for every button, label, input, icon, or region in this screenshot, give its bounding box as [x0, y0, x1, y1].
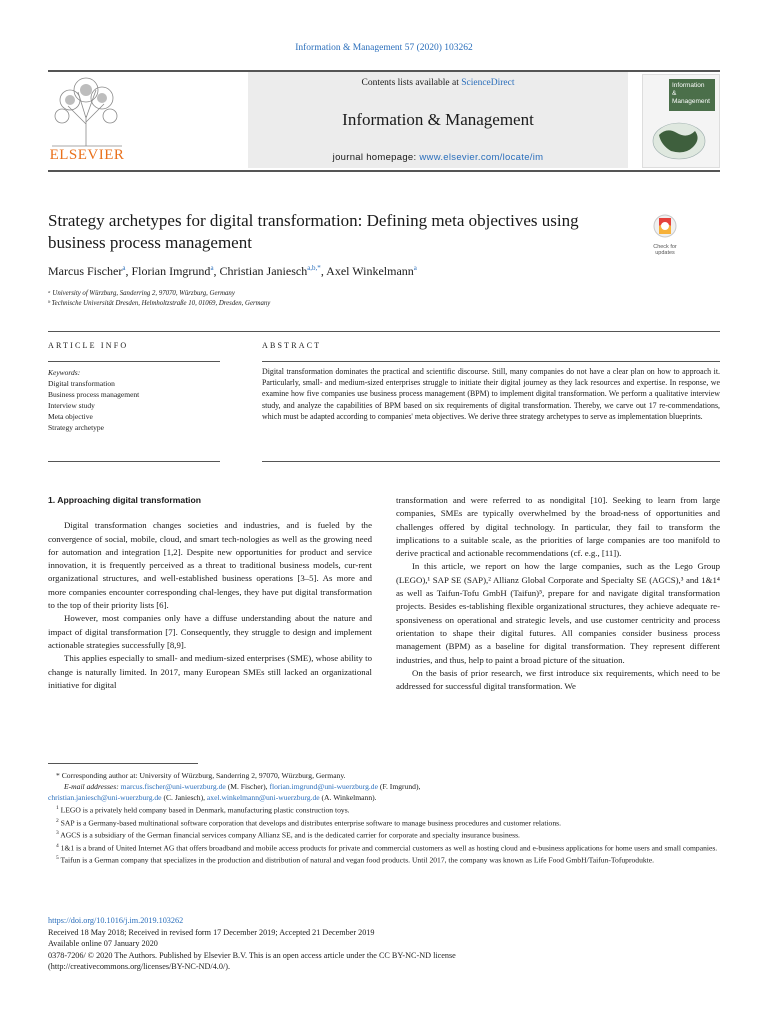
author-name[interactable]: Christian Janiesch — [219, 264, 308, 278]
affiliation: ᵇ Technische Universität Dresden, Helmholtzstraße 10, 01069, Dresden, Germany — [48, 300, 271, 307]
journal-citation[interactable]: Information & Management 57 (2020) 103262 — [295, 43, 473, 53]
cover-title-band — [669, 79, 715, 111]
corresponding-author-note: * Corresponding author at: University of Würzburg, Sanderring 2, 97070, Würzburg, Germany. — [56, 771, 346, 780]
footnote — [48, 841, 720, 854]
article-metadata — [48, 915, 456, 973]
author-affil-mark[interactable]: a,b,* — [307, 264, 321, 272]
homepage-link[interactable]: www.elsevier.com/locate/im — [419, 152, 544, 163]
affiliations — [48, 289, 270, 309]
body-paragraph: Digital transformation changes societies and industries, and is fueled by the convergence of social, mobile, cloud, and smart tech-nologies as well as the growing need for automation and integration [1,2]. Despite new opportunities for product and service innovation, it is frequently perceived as a threat to traditional business models, cur-rent organizational structures, and well-established business operations [3–5]. As more and more companies encounter corresponding chal-lenges, they have put digital transformation to the top of their priority lists [6]. — [48, 520, 372, 611]
elsevier-wordmark: ELSEVIER — [49, 147, 125, 163]
check-for-updates-badge[interactable] — [648, 213, 682, 256]
footnote-divider — [48, 763, 198, 764]
article-info-heading: ARTICLE INFO — [48, 341, 129, 350]
footnotes — [48, 770, 720, 866]
homepage-line — [248, 152, 628, 163]
received-dates: Received 18 May 2018; Received in revised form 17 December 2019; Accepted 21 December 2019 — [48, 927, 375, 937]
author-affil-mark[interactable]: a — [122, 264, 126, 272]
email-label: E-mail addresses: — [64, 782, 119, 791]
footnote-number: 1 — [56, 805, 59, 811]
journal-cover-thumbnail[interactable] — [642, 74, 720, 168]
footnote-text: SAP is a Germany-based multinational software corporation that develops and distributes enterprise software to manage business procedures and customer relations. — [60, 818, 562, 828]
tree-icon — [48, 76, 126, 148]
journal-header — [48, 70, 720, 172]
footnote-text: 1&1 is a brand of United Internet AG that offers broadband and mobile access products for private and commercial customers as well as hosting cloud and e-business applications for home users and small companies. — [60, 843, 718, 853]
divider — [262, 361, 720, 362]
footnote — [48, 816, 720, 829]
keyword: Meta objective — [48, 412, 93, 421]
author-name[interactable]: Florian Imgrund — [131, 264, 211, 278]
email-line — [48, 792, 720, 803]
email-line — [48, 781, 720, 792]
crossmark-line2: updates — [655, 250, 675, 256]
keywords-block — [48, 367, 223, 433]
author-name[interactable]: Marcus Fischer — [48, 264, 123, 278]
email-owner: (C. Janiesch), — [161, 793, 207, 802]
author-affil-mark[interactable]: a — [413, 264, 417, 272]
section-heading: 1. Approaching digital transformation — [48, 495, 201, 505]
footnote — [48, 853, 720, 866]
contents-line — [248, 78, 628, 88]
divider — [48, 361, 220, 362]
contents-prefix: Contents lists available at — [361, 78, 462, 88]
footnote-text: AGCS is a subsidiary of the German financial services company Allianz SE, and is the dedicated carrier for corporate and specialty insurance business. — [60, 830, 520, 840]
footnote-number: 3 — [56, 830, 59, 837]
footnote-number: 2 — [56, 817, 59, 824]
footnote-text: LEGO is a privately held company based in Denmark, manufacturing plastic construction toys. — [60, 805, 350, 815]
cover-globe-icon — [643, 115, 719, 165]
author-name[interactable]: Axel Winkelmann — [326, 264, 414, 278]
body-paragraph: However, most companies only have a diffuse understanding about the nature and impact of digital transformation [7]. Consequently, they struggle to design and implement actionable strategies successfully [8,9]. — [48, 613, 372, 650]
email-owner: (A. Winkelmann). — [319, 793, 377, 802]
divider — [262, 461, 720, 462]
cover-title-line2: & Management — [672, 90, 710, 105]
body-paragraph: On the basis of prior research, we first introduce six requirements, which need to be addressed for successful digital transformation. We — [396, 667, 720, 692]
email-link[interactable]: christian.janiesch@uni-wuerzburg.de — [48, 793, 162, 802]
crossmark-line1: Check for — [653, 244, 677, 250]
journal-title: Information & Management — [342, 110, 534, 129]
body-paragraph: This applies especially to small- and medium-sized enterprises (SME), whose ability to change is naturally limited. In 2017, many European SMEs still lacked an organizational initiative for digital — [48, 653, 372, 690]
cover-title-line1: Information — [672, 82, 705, 89]
footnote-number: 4 — [56, 842, 59, 849]
elsevier-tree-logo[interactable] — [48, 76, 126, 166]
keyword: Business process management — [48, 390, 140, 399]
keywords-label: Keywords: — [48, 368, 81, 377]
author-list: Marcus Fischer$^a$, Florian Imgrund$^a$, Christian Janiesch$^{a,b,*}$, Axel Winkelmann$^a$ — [48, 264, 417, 278]
paper-title: Strategy archetypes for digital transformation: Defining meta objectives using business process management — [48, 211, 579, 252]
footnote-number: 5 — [56, 855, 59, 862]
doi-link[interactable]: https://doi.org/10.1016/j.im.2019.103262 — [48, 916, 184, 925]
license-url[interactable]: (http://creativecommons.org/licenses/BY-NC-ND/4.0/). — [48, 962, 230, 971]
footnote-text: Taifun is a German company that specializes in the production and distribution of natural and vegan food products. Until 2017, the company was known as Life Food GmbH/Taifun-Tofuprodukte. — [60, 855, 655, 865]
available-online: Available online 07 January 2020 — [48, 939, 158, 948]
keyword: Interview study — [48, 401, 95, 410]
email-link[interactable]: marcus.fischer@uni-wuerzburg.de — [120, 782, 226, 791]
author-affil-mark[interactable]: a — [210, 264, 214, 272]
body-paragraph: In this article, we report on how the large companies, such as the Lego Group (LEGO),¹ SAP SE (SAP),² Allianz Global Corporate and Specialty SE (AGCS),³ and 1&1⁴ as well as Taifun-Tofu GmbH (Taifun)⁵, prepare for and navigate digital transformation projects. Besides es-tablishing flexible organizational structures, they achieve adequate re-sponsiveness on operational and strategic levels, and use customer centricity and process orientation to shape their digital futures. All companies consider business process management (BPM) as a baseline for digital transformation. They represent different industries, and thus, help to paint a broad picture of the situation. — [396, 561, 720, 665]
abstract-text: Digital transformation dominates the practical and scientific discourse. Still, many companies do not have a clear plan on how to approach it. Particularly, small- and medium-sized enterprises struggle to initiate their digital journey as they lack resources and expertise. In response, we examine how five companies use business process management (BPM) to implement digital transformation. We perform a qualitative interview study, and analyze the capabilities of BPM based on six requirements of digital transformation. Thereby, we carve out 17 re-commendations, which must be adapted according to companies' meta objectives. We derive three strategy archetypes to serve as implementation blueprints. — [262, 367, 720, 421]
body-column-left — [48, 494, 372, 692]
keyword: Digital transformation — [48, 379, 115, 388]
journal-banner — [248, 72, 628, 168]
sciencedirect-link[interactable]: ScienceDirect — [461, 78, 515, 88]
body-column-right — [396, 494, 720, 693]
footnote — [48, 828, 720, 841]
divider — [48, 331, 720, 332]
divider — [48, 461, 220, 462]
keyword: Strategy archetype — [48, 423, 105, 432]
email-link[interactable]: axel.winkelmann@uni-wuerzburg.de — [206, 793, 320, 802]
email-link[interactable]: florian.imgrund@uni-wuerzburg.de — [269, 782, 378, 791]
body-paragraph: transformation and were referred to as nondigital [10]. Seeking to learn from large companies, SMEs are typically overwhelmed by the broad-ness of opportunities and challenges offered by digital technology. In particular, they fail to transform the implications to a suitable scale, as the priorities of large companies are too manifold to derive practical and actionable recommendations (cf. e.g., [11]). — [396, 495, 720, 559]
footnote — [48, 803, 720, 816]
affiliation: ᵃ University of Würzburg, Sanderring 2, 97070, Würzburg, Germany — [48, 290, 235, 297]
email-owner: (M. Fischer), — [225, 782, 270, 791]
crossmark-icon — [648, 213, 682, 239]
license-line: 0378-7206/ © 2020 The Authors. Published by Elsevier B.V. This is an open access article under the CC BY-NC-ND license — [48, 950, 456, 960]
email-owner: (F. Imgrund), — [377, 782, 421, 791]
homepage-prefix: journal homepage: — [332, 152, 420, 163]
abstract-heading: ABSTRACT — [262, 341, 322, 350]
